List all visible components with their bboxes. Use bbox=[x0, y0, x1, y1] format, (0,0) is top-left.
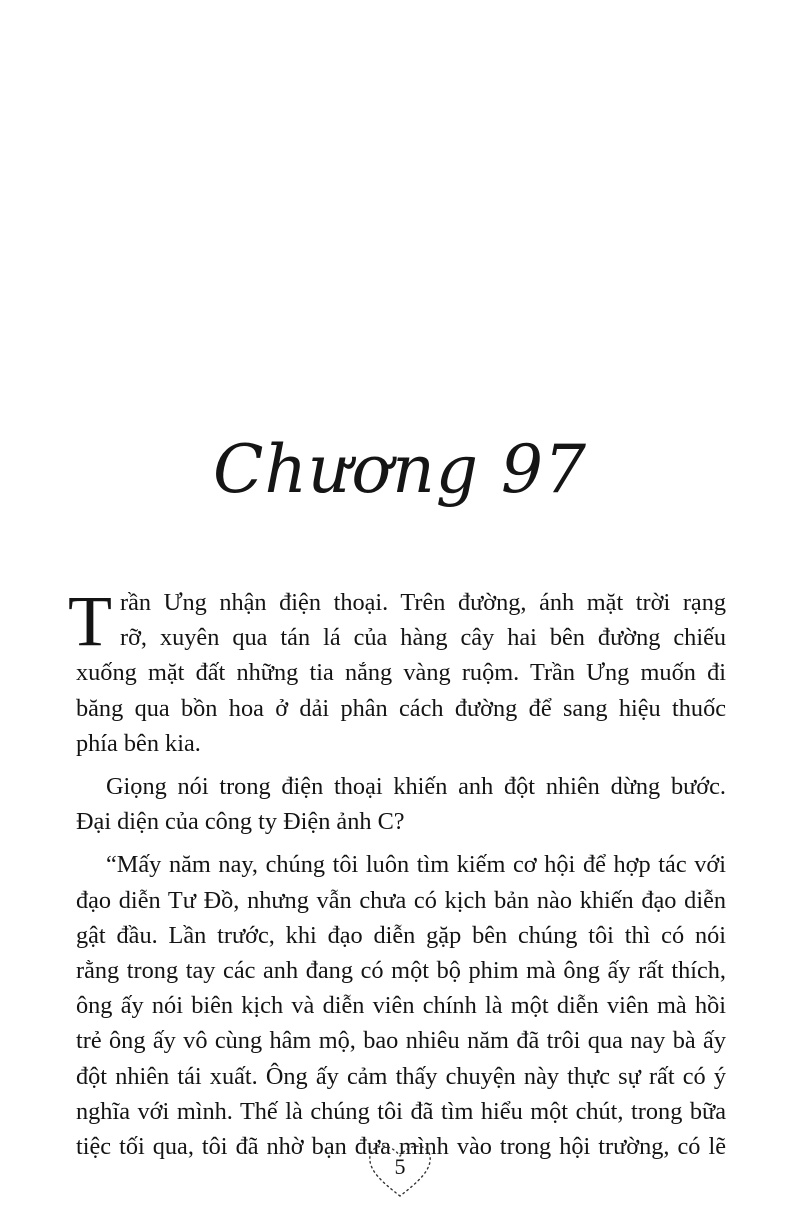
text-line: xuống mặt đất những tia nắng vàng ruộm. Trần Ưng muốn đi bbox=[76, 659, 726, 687]
paragraph-3 bbox=[76, 847, 726, 1164]
text-line: rằng trong tay các anh đang có một bộ phim mà ông ấy rất thích, bbox=[76, 957, 726, 985]
text-line: phía bên kia. bbox=[76, 729, 201, 757]
text-line: gật đầu. Lần trước, khi đạo diễn gặp bên chúng tôi thì có nói bbox=[76, 921, 726, 949]
text-line: nghĩa với mình. Thế là chúng tôi đã tìm hiểu một chút, trong bữa bbox=[76, 1097, 726, 1125]
text-line: rỡ, xuyên qua tán lá của hàng cây hai bên đường chiếu bbox=[119, 624, 726, 652]
page-folio bbox=[360, 1140, 440, 1200]
text-line: đột nhiên tái xuất. Ông ấy cảm thấy chuyện này thực sự rất có ý bbox=[76, 1062, 726, 1090]
body-text bbox=[68, 581, 726, 1172]
text-line: băng qua bồn hoa ở dải phân cách đường để sang hiệu thuốc bbox=[76, 694, 726, 722]
chapter-title: Chương 97 bbox=[213, 431, 587, 508]
paragraph-2 bbox=[76, 769, 726, 839]
text-line: ông ấy nói biên kịch và diễn viên chính là một diễn viên mà hồi bbox=[76, 992, 726, 1020]
text-line: rần Ưng nhận điện thoại. Trên đường, ánh mặt trời rạng bbox=[119, 589, 726, 616]
drop-cap: T bbox=[68, 581, 112, 661]
text-line: “Mấy năm nay, chúng tôi luôn tìm kiếm cơ hội để hợp tác với bbox=[106, 851, 726, 879]
page-number: 5 bbox=[394, 1154, 406, 1179]
text-line: đạo diễn Tư Đồ, nhưng vẫn chưa có kịch bản nào khiến đạo diễn bbox=[76, 886, 726, 914]
paragraph-1 bbox=[68, 581, 726, 761]
text-line: Đại diện của công ty Điện ảnh C? bbox=[76, 808, 405, 836]
text-line: tiệc tối qua, tôi đã nhờ bạn đưa mình vào trong hội trường, có lẽ bbox=[76, 1133, 726, 1161]
text-line: Giọng nói trong điện thoại khiến anh đột nhiên dừng bước. bbox=[106, 773, 726, 801]
text-line: trẻ ông ấy vô cùng hâm mộ, bao nhiêu năm đã trôi qua nay bà ấy bbox=[76, 1027, 726, 1055]
